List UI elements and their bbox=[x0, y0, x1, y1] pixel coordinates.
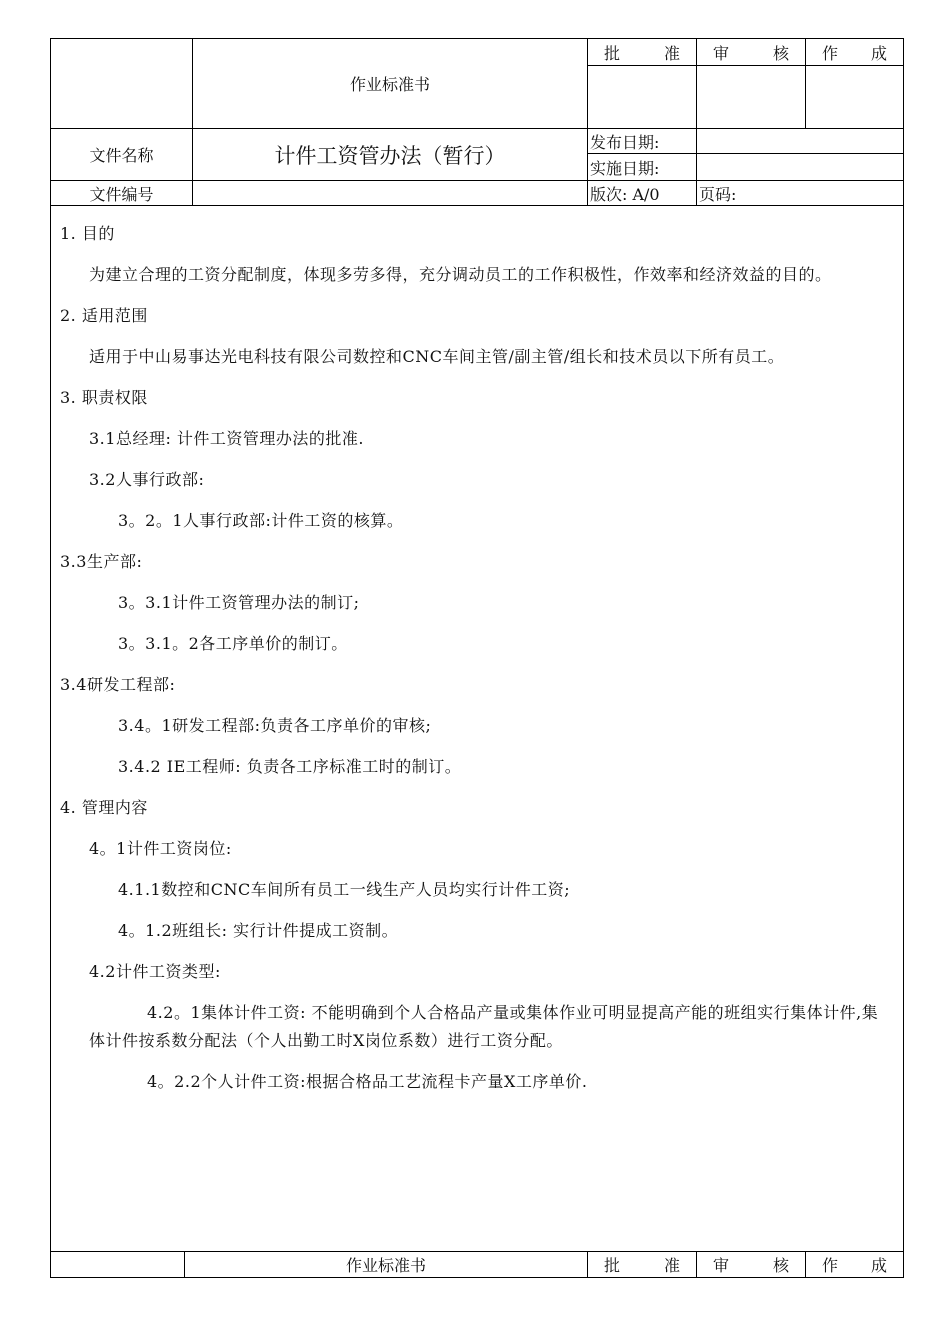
section-3-heading: 3. 职责权限 bbox=[60, 388, 148, 407]
review-header: 审 核 bbox=[696, 38, 806, 66]
file-no-label: 文件编号 bbox=[50, 180, 193, 206]
file-name-value: 计件工资管办法（暂行） bbox=[192, 128, 588, 181]
effective-date-value bbox=[696, 153, 904, 181]
item-3-4: 3.4研发工程部: bbox=[60, 675, 176, 694]
item-4-2-2: 4。2.2个人计件工资:根据合格品工艺流程卡产量X工序单价. bbox=[147, 1072, 588, 1091]
item-3-4-1: 3.4。1研发工程部:负责各工序单价的审核; bbox=[118, 716, 432, 735]
doc-type-title bbox=[192, 38, 588, 129]
section-2-heading: 2. 适用范围 bbox=[60, 306, 148, 325]
item-4-1-1: 4.1.1数控和CNC车间所有员工一线生产人员均实行计件工资; bbox=[118, 880, 571, 899]
footer-blank-cell bbox=[50, 1251, 185, 1278]
section-2-text: 适用于中山易事达光电科技有限公司数控和CNC车间主管/副主管/组长和技术员以下所有员工。 bbox=[89, 347, 785, 366]
review-signature-box bbox=[696, 65, 806, 129]
doc-type-text: 作业标准书 bbox=[349, 75, 430, 94]
header-blank-cell bbox=[50, 38, 193, 129]
document-body bbox=[60, 220, 896, 1096]
item-4-2: 4.2计件工资类型: bbox=[89, 962, 221, 981]
section-1-heading: 1. 目的 bbox=[60, 224, 115, 243]
item-3-4-2: 3.4.2 IE工程师: 负责各工序标准工时的制订。 bbox=[118, 757, 462, 776]
issue-date-label: 发布日期: bbox=[587, 128, 697, 154]
approve-signature-box bbox=[587, 65, 697, 129]
approve-header: 批 准 bbox=[587, 38, 697, 66]
author-header: 作 成 bbox=[805, 38, 904, 66]
item-3-1: 3.1总经理: 计件工资管理办法的批准. bbox=[89, 429, 365, 448]
file-name-label: 文件名称 bbox=[50, 128, 193, 181]
item-3-3: 3.3生产部: bbox=[60, 552, 143, 571]
version-cell: 版次: A/0 bbox=[587, 180, 697, 206]
item-4-1: 4。1计件工资岗位: bbox=[89, 839, 232, 858]
footer-author: 作 成 bbox=[805, 1251, 904, 1278]
footer-approve: 批 准 bbox=[587, 1251, 697, 1278]
item-4-1-2: 4。1.2班组长: 实行计件提成工资制。 bbox=[118, 921, 399, 940]
effective-date-label: 实施日期: bbox=[587, 153, 697, 181]
author-signature-box bbox=[805, 65, 904, 129]
footer-review: 审 核 bbox=[696, 1251, 806, 1278]
item-4-2-1: 4.2。1集体计件工资: 不能明确到个人合格品产量或集体作业可明显提高产能的班组实行集体计件,集体计件按系数分配法（个人出勤工时X岗位系数）进行工资分配。 bbox=[89, 1003, 879, 1050]
item-3-3-1: 3。3.1计件工资管理办法的制订; bbox=[118, 593, 360, 612]
section-4-heading: 4. 管理内容 bbox=[60, 798, 148, 817]
issue-date-value bbox=[696, 128, 904, 154]
item-3-3-1-2: 3。3.1。2各工序单价的制订。 bbox=[118, 634, 348, 653]
section-1-text: 为建立合理的工资分配制度，体现多劳多得，充分调动员工的工作积极性，作效率和经济效益的目的。 bbox=[89, 265, 832, 284]
page-number-cell: 页码: bbox=[696, 180, 904, 206]
item-3-2: 3.2人事行政部: bbox=[89, 470, 205, 489]
file-no-value bbox=[192, 180, 588, 206]
item-3-2-1: 3。2。1人事行政部:计件工资的核算。 bbox=[118, 511, 404, 530]
footer-doc-type: 作业标准书 bbox=[184, 1251, 588, 1278]
